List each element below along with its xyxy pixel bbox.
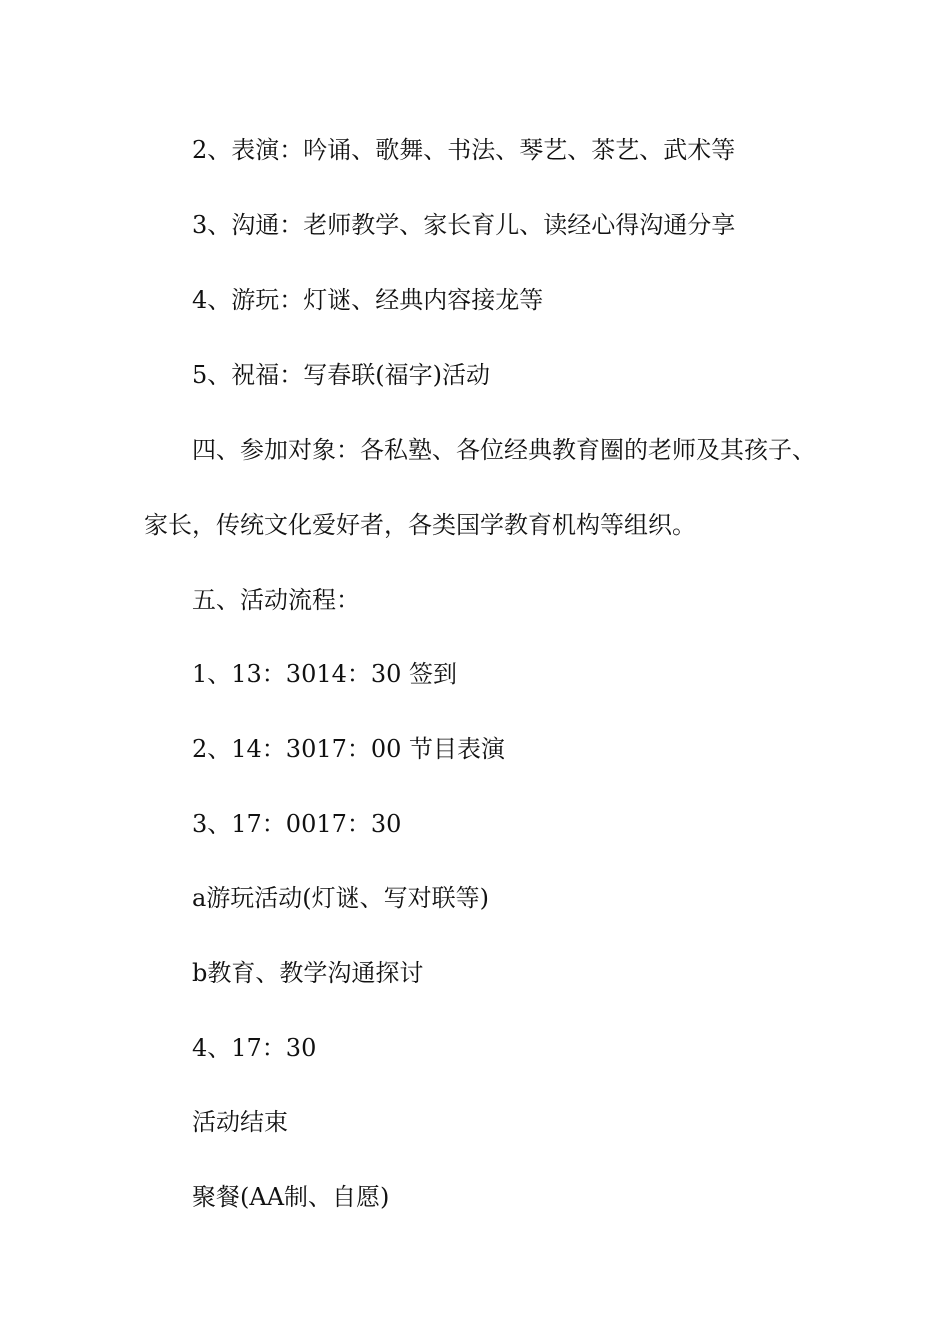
schedule-subitem-a: a游玩活动(灯谜、写对联等) [192,884,490,912]
section-participants-continuation: 家长，传统文化爱好者，各类国学教育机构等组织。 [144,511,696,539]
schedule-end: 活动结束 [192,1108,288,1136]
schedule-item-checkin: 1、13：3014：30 签到 [192,660,458,688]
schedule-item-fourth: 4、17：30 [192,1034,317,1062]
schedule-item-third: 3、17：0017：30 [192,810,402,838]
activity-item-blessing: 5、祝福：写春联(福字)活动 [192,361,490,389]
activity-item-performance: 2、表演：吟诵、歌舞、书法、琴艺、茶艺、武术等 [192,136,736,164]
activity-item-games: 4、游玩：灯谜、经典内容接龙等 [192,286,544,314]
activity-item-communication: 3、沟通：老师教学、家长育儿、读经心得沟通分享 [192,211,736,239]
schedule-item-show: 2、14：3017：00 节目表演 [192,735,506,763]
schedule-subitem-b: b教育、教学沟通探讨 [192,959,424,987]
section-schedule-heading: 五、活动流程： [192,586,360,614]
section-participants-heading: 四、参加对象：各私塾、各位经典教育圈的老师及其孩子、 [192,436,816,464]
schedule-dinner: 聚餐(AA制、自愿) [192,1183,390,1211]
